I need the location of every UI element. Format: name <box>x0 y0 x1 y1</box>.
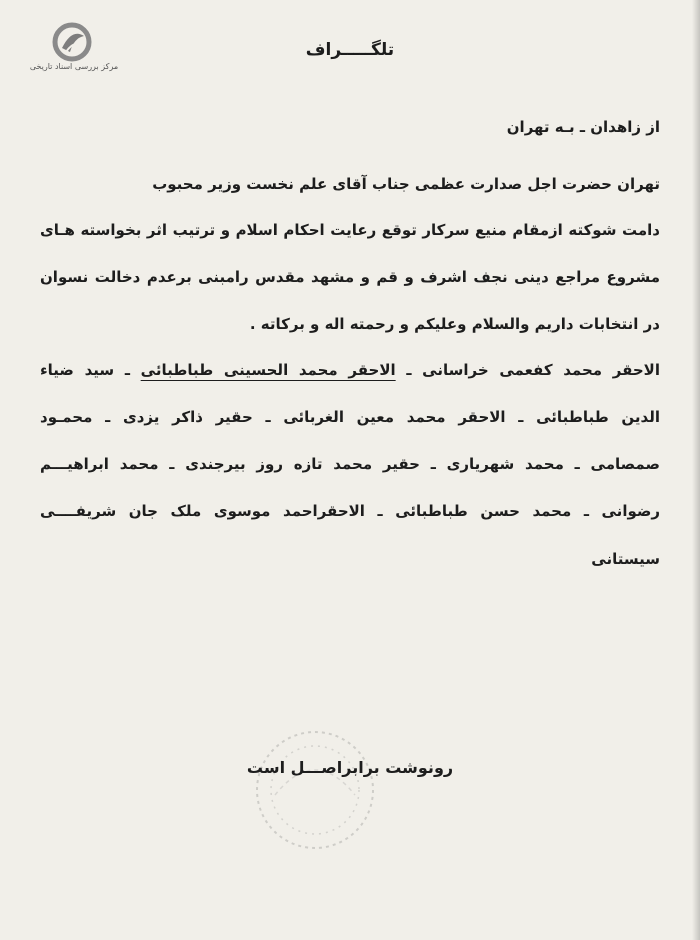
document-title: تلگـــــراف <box>305 40 395 60</box>
route-line: از زاهدان ـ بـه تهران <box>506 118 660 136</box>
underlined-signatory: الاحقر محمد الحسینی طباطبائی <box>140 361 396 379</box>
body-line: تهران حضرت اجل صدارت عظمی جناب آقای علم نخست وزیر محبوب <box>152 175 660 193</box>
body-line: در انتخابات داریم والسلام وعلیکم و رحمته اله و برکاته . <box>249 315 660 333</box>
scan-shadow <box>692 0 700 940</box>
certification-note: رونوشت برابراصـــل است <box>246 758 454 777</box>
faded-stamp-icon <box>245 725 385 855</box>
signatory-text: ـ سید ضیاء <box>40 361 130 379</box>
signatories-line: سیستانی <box>591 550 660 568</box>
signatory-text: الاحقر محمد کفعمی خراسانی ـ <box>406 361 660 379</box>
signatories-line: رضوانی ـ محمد حسن طباطبائی ـ الاحقراحمد موسوی ملک جان شریفــــی <box>40 502 660 520</box>
signatories-line: الدین طباطبائی ـ الاحقر محمد معین الغربائی ـ حقیر ذاکر یزدی ـ محمـود <box>40 408 660 426</box>
body-line: مشروع مراجع دینی نجف اشرف و قم و مشهد مقدس رامبنی برعدم دخالت نسوان <box>40 268 660 286</box>
signatories-line: صمصامی ـ محمد شهریاری ـ حقیر محمد تازه روز بیرجندی ـ محمد ابراهیـــم <box>40 455 660 473</box>
signatories-line <box>40 361 660 379</box>
archive-logo-caption: مرکز بررسی اسناد تاریخی <box>29 62 119 71</box>
body-line: دامت شوکته ازمقام منیع سرکار توقع رعایت احکام اسلام و ترتیب اثر بخواسته هـای <box>40 221 660 239</box>
